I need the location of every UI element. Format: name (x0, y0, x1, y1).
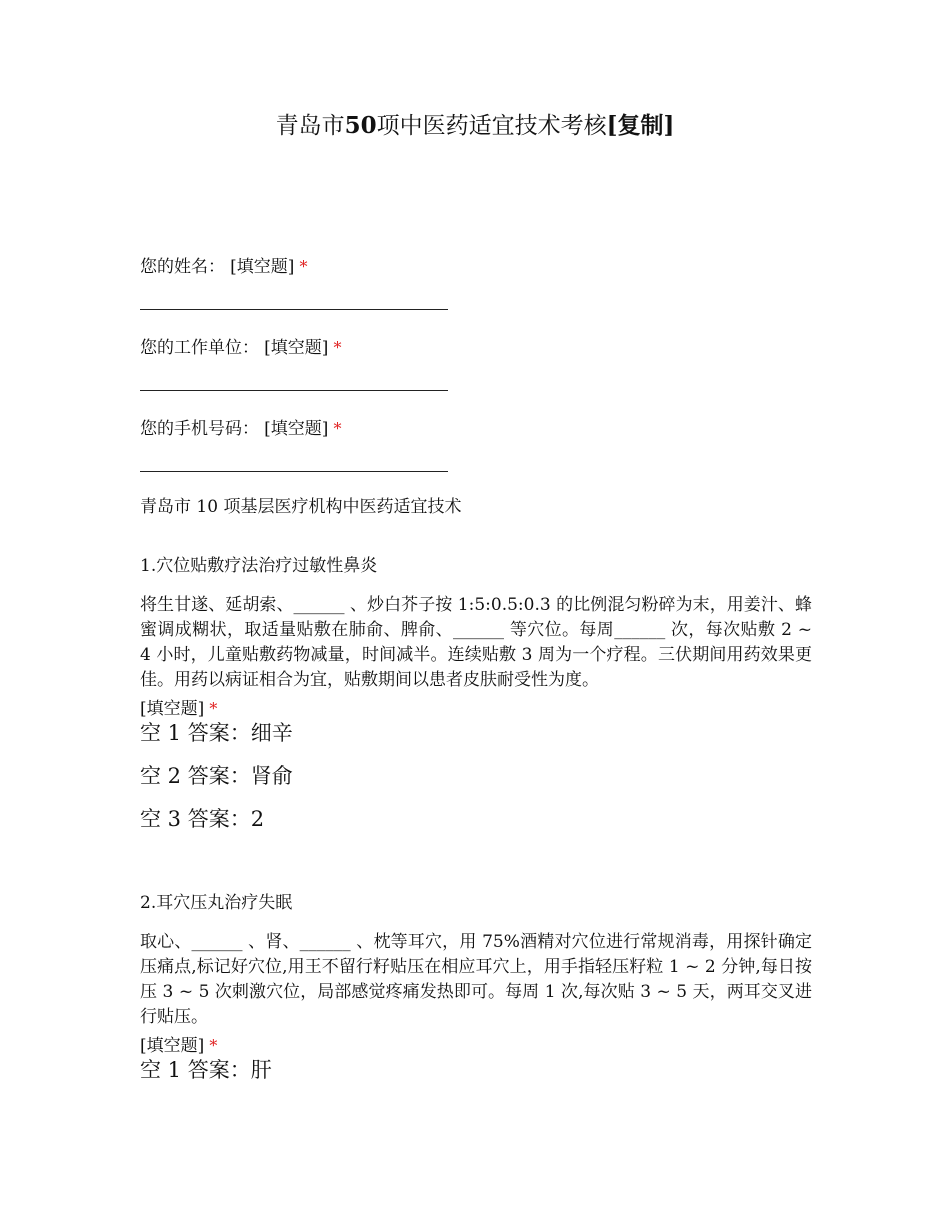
title-suffix: [复制] (606, 112, 675, 139)
question-type-tag: [填空题] (140, 699, 205, 719)
required-marker: * (333, 419, 342, 438)
required-marker: * (299, 257, 308, 276)
question-type-tag: [填空题] (264, 419, 329, 439)
question-1-answer-2: 空 2 答案：肾俞 (140, 764, 293, 788)
question-2-title: 2.耳穴压丸治疗失眠 (140, 893, 293, 913)
question-type-tag: [填空题] (264, 338, 329, 358)
required-marker: * (209, 699, 218, 718)
work-unit-answer-line[interactable] (140, 390, 448, 391)
title-prefix: 青岛市 (275, 113, 345, 139)
question-1-answer-3: 空 3 答案：2 (140, 807, 265, 831)
title-middle: 项中医药适宜技术考核 (376, 113, 607, 139)
question-2-body: 取心、______ 、肾、______ 、枕等耳穴，用 75%酒精对穴位进行常规消毒，用探针确定压痛点,标记好穴位,用王不留行籽贴压在相应耳穴上，用手指轻压籽粒 1 ~ 2 分钟,每日按压 3 ~ 5 次刺激穴位，局部感觉疼痛发热即可。每周 1 次,每次贴 3 ~ 5 天，两耳交叉进行贴压。 (140, 932, 812, 1027)
name-field-label (140, 252, 820, 279)
field-label: 您的姓名： (140, 257, 225, 277)
required-marker: * (209, 1036, 218, 1055)
phone-answer-line[interactable] (140, 471, 448, 472)
section-heading: 青岛市 10 项基层医疗机构中医药适宜技术 (140, 497, 462, 517)
question-1-body: 将生甘遂、延胡索、______ 、炒白芥子按 1:5:0.5:0.3 的比例混匀粉碎为末，用姜汁、蜂蜜调成糊状，取适量贴敷在肺俞、脾俞、______ 等穴位。每周______ 次，每次贴敷 2 ~ 4 小时，儿童贴敷药物减量，时间减半。连续贴敷 3 周为一个疗程。三伏期间用药效果更佳。用药以病证相合为宜，贴敷期间以患者皮肤耐受性为度。 (140, 595, 812, 690)
title-number: 50 (344, 112, 377, 139)
question-1-type (140, 694, 820, 719)
phone-field-label (140, 414, 820, 441)
question-1-answer-1: 空 1 答案：细辛 (140, 721, 293, 745)
field-label: 您的手机号码： (140, 419, 259, 439)
required-marker: * (333, 338, 342, 357)
name-answer-line[interactable] (140, 309, 448, 310)
question-2-type (140, 1031, 820, 1056)
work-unit-field-label (140, 333, 820, 360)
question-type-tag: [填空题] (140, 1036, 205, 1056)
question-1-title: 1.穴位贴敷疗法治疗过敏性鼻炎 (140, 556, 378, 576)
question-2-answer-1: 空 1 答案：肝 (140, 1058, 272, 1082)
question-type-tag: [填空题] (230, 257, 295, 277)
field-label: 您的工作单位： (140, 338, 259, 358)
document-title (0, 110, 950, 142)
